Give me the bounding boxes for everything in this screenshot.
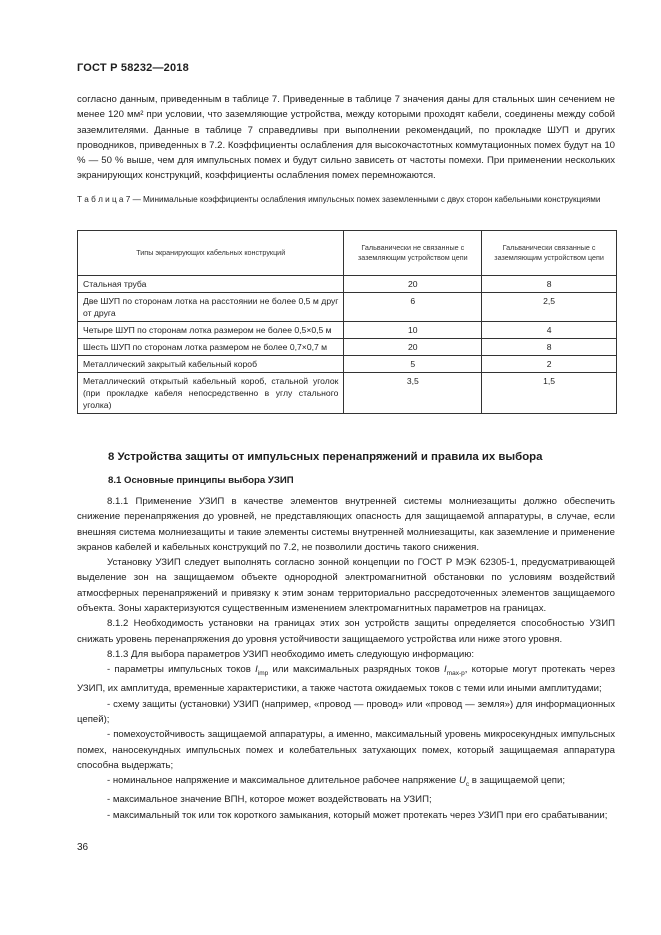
cell-type: Металлический открытый кабельный короб, стальной уголок (при прокладке кабеля непосредственно в углу стального уголка) xyxy=(78,373,344,414)
paragraph-8-1-2: 8.1.2 Необходимость установки на границах этих зон устройств защиты определяется способностью УЗИП снижать уровень перенапряжения до уровня устойчивости защищаемого устройства или ниже этого уровня. xyxy=(77,618,615,645)
header-connected: Гальванически связанные с заземляющим устройством цепи xyxy=(482,231,617,276)
list-item-voltage: - номинальное напряжение и максимальное длительное рабочее напряжение $U_c$ в защищаемой цепи; xyxy=(107,775,566,789)
list-item-immunity: - помехоустойчивость защищаемой аппаратуры, а именно, максимальный уровень микросекундных импульсных помех, наносекундных импульсных помех и колебательных затухающих помех, который защищаемая аппаратура способна выдержать; xyxy=(77,729,615,771)
cell-type: Шесть ШУП по сторонам лотка размером не более 0,7×0,7 м xyxy=(78,339,344,356)
cell-value: 2,5 xyxy=(482,293,617,322)
subsection-title: 8.1 Основные принципы выбора УЗИП xyxy=(108,475,294,486)
cell-value: 1,5 xyxy=(482,373,617,414)
table-row xyxy=(78,293,617,322)
table-row xyxy=(78,339,617,356)
table-row xyxy=(78,276,617,293)
table-header-row xyxy=(78,231,617,276)
intro-paragraph: согласно данным, приведенным в таблице 7. Приведенные в таблице 7 значения даны для стальных шин сечением не менее 120 мм² при условии, что заземляющие устройства, между которыми проходят кабели, соединены между собой заземлителями. Данные в таблице 7 справедливы при выполнении рекомендаций, по прокладке ШУП и других проводников, приведенных в 7.2. Коэффициенты ослабления для высокочастотных коммутационных помех будут на 10 % — 50 % выше, чем для импульсных помех и будут сильно зависеть от частоты помехи. При применении нескольких экранирующих конструкций, коэффициенты ослабления помех перемножаются. xyxy=(77,94,615,182)
cell-value: 5 xyxy=(344,356,482,373)
cell-type: Четыре ШУП по сторонам лотка размером не более 0,5×0,5 м xyxy=(78,322,344,339)
cell-value: 8 xyxy=(482,339,617,356)
document-header: ГОСТ Р 58232—2018 xyxy=(77,62,189,74)
cell-value: 10 xyxy=(344,322,482,339)
list-item-protection-scheme: - схему защиты (установки) УЗИП (например, «провод — провод» или «провод — земля») для информационных цепей); xyxy=(77,698,615,726)
table-row xyxy=(78,373,617,414)
section-title: 8 Устройства защиты от импульсных перенапряжений и правила их выбора xyxy=(108,451,543,463)
page-number: 36 xyxy=(77,842,89,853)
cell-value: 3,5 xyxy=(344,373,482,414)
cell-value: 6 xyxy=(344,293,482,322)
paragraph-8-1-1-continued: Установку УЗИП следует выполнять согласно зонной концепции по ГОСТ Р МЭК 62305-1, предусматривающей выделение зон на защищаемом объекте однородной электромагнитной обстановки по условиям воздействий атмосферных перенапряжений и привязку к этим зонам территориально рассредоточенных элементов защищаемого объекта. Зоны характеризуются существенным изменением электромагнитных параметров на границах. xyxy=(77,557,615,615)
table-caption: Т а б л и ц а 7 — Минимальные коэффициенты ослабления импульсных помех заземленными с двух сторон кабельными конструкциями xyxy=(77,195,601,204)
list-item-impulse-currents: - параметры импульсных токов $I_{imp}$ или максимальных разрядных токов $I_{max-p}$, которые могут протекать через УЗИП, их амплитуда, временные характеристики, а также частота ожидаемых токов с теми или иными амплитудами; xyxy=(77,664,615,695)
cell-value: 20 xyxy=(344,339,482,356)
cell-value: 8 xyxy=(482,276,617,293)
header-not-connected: Гальванически не связанные с заземляющим устройством цепи xyxy=(344,231,482,276)
cell-type: Две ШУП по сторонам лотка на расстоянии не более 0,5 м друг от друга xyxy=(78,293,344,322)
cell-value: 4 xyxy=(482,322,617,339)
cell-type: Металлический закрытый кабельный короб xyxy=(78,356,344,373)
header-cable-type: Типы экранирующих кабельных конструкций xyxy=(78,231,344,276)
cell-value: 2 xyxy=(482,356,617,373)
cell-value: 20 xyxy=(344,276,482,293)
list-item-max-current: - максимальный ток или ток короткого замыкания, который может протекать через УЗИП при его срабатывании; xyxy=(107,809,608,821)
table-row xyxy=(78,356,617,373)
table-row xyxy=(78,322,617,339)
paragraph-8-1-1: 8.1.1 Применение УЗИП в качестве элементов внутренней системы молниезащиты должно обеспечить снижение перенапряжения до уровней, не представляющих опасность для защищаемой аппаратуры, в случае, если внешняя система молниезащиты и такие элементы системы внутренней молниезащиты, как заземление и применение экранов кабелей и кабельных конструкций по 7.2, не позволили достичь такого снижения. xyxy=(77,496,615,553)
list-item-max-overvoltage: - максимальное значение ВПН, которое может воздействовать на УЗИП; xyxy=(107,794,432,806)
coefficients-table xyxy=(77,230,617,414)
body-text xyxy=(77,494,615,823)
cell-type: Стальная труба xyxy=(78,276,344,293)
paragraph-8-1-3: 8.1.3 Для выбора параметров УЗИП необходимо иметь следующую информацию: xyxy=(107,648,475,660)
